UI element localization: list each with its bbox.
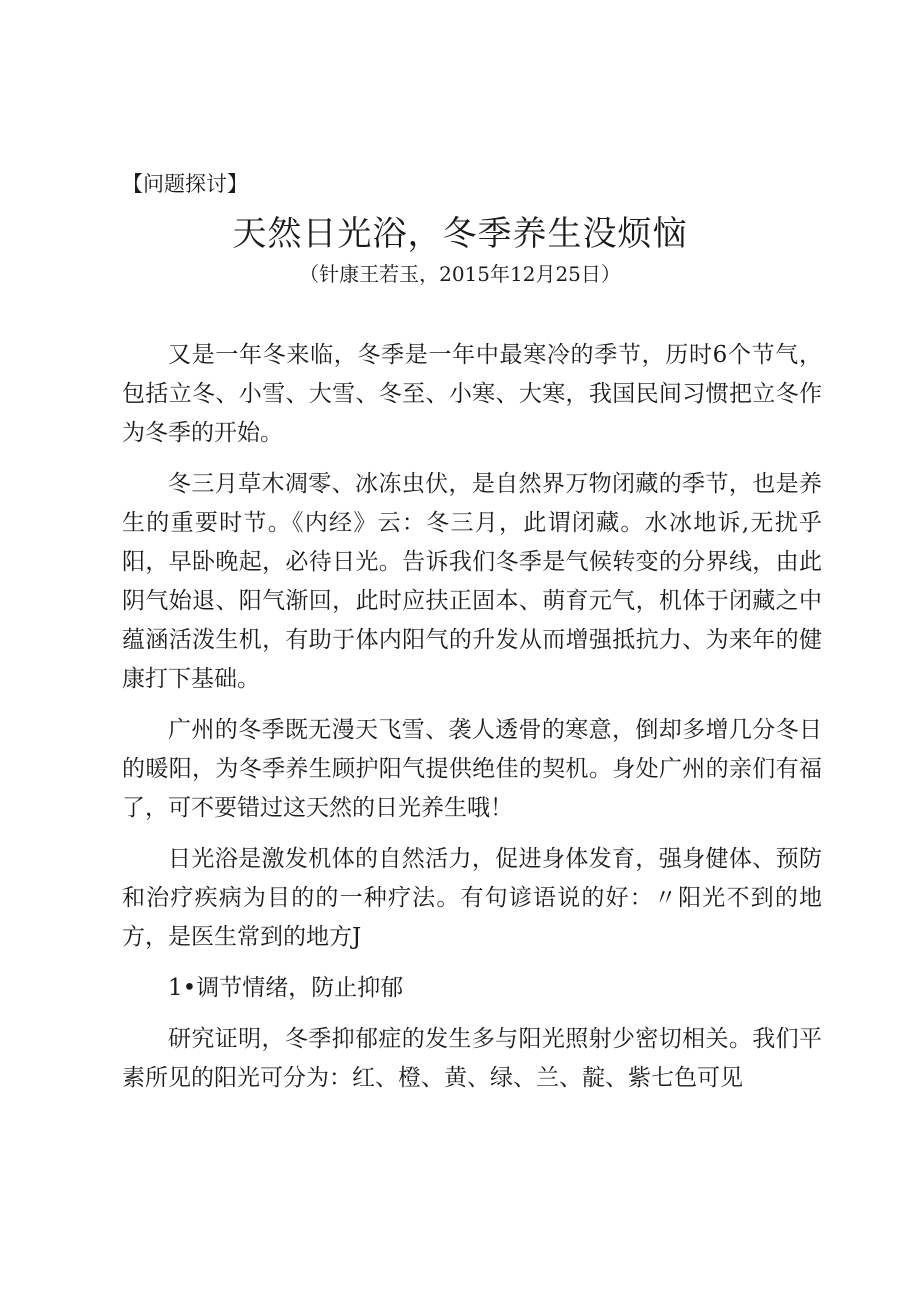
section-heading: 1•调节情绪，防止抑郁 bbox=[168, 975, 404, 1001]
paragraph-research: 研究证明，冬季抑郁症的发生多与阳光照射少密切相关。我们平素所见的阳光可分为：红、橙、黄、绿、兰、靛、紫七色可见 bbox=[122, 1026, 822, 1091]
section-tag: 【问题探讨】 bbox=[122, 172, 248, 196]
paragraph-guangzhou: 广州的冬季既无漫天飞雪、袭人透骨的寒意，倒却多增几分冬日的暖阳，为冬季养生顾护阳气提供绝佳的契机。身处广州的亲们有福了，可不要错过这天然的日光养生哦！ bbox=[122, 717, 822, 821]
article-body bbox=[122, 336, 822, 1110]
article-title: 天然日光浴，冬季养生没烦恼 bbox=[232, 214, 688, 254]
paragraph-intro: 又是一年冬来临，冬季是一年中最寒冷的季节，历时6个节气，包括立冬、小雪、大雪、冬至、小寒、大寒，我国民间习惯把立冬作为冬季的开始。 bbox=[122, 342, 822, 446]
paragraph-sunbath: 日光浴是激发机体的自然活力，促进身体发育，强身健体、预防和治疗疾病为目的的一种疗法。有句谚语说的好：〃阳光不到的地方，是医生常到的地方J bbox=[122, 846, 822, 950]
paragraph-neijing: 冬三月草木凋零、冰冻虫伏，是自然界万物闭藏的季节，也是养生的重要时节。《内经》云：冬三月，此谓闭藏。水冰地诉,无扰乎阳，早卧晚起，必待日光。告诉我们冬季是气候转变的分界线，由此阴气始退、阳气渐回，此时应扶正固本、萌育元气，机体于闭藏之中蕴涵活泼生机，有助于体内阳气的升发从而增强抵抗力、为来年的健康打下基础。 bbox=[122, 471, 822, 692]
article-byline: （针康王若玉，2015年12月25日） bbox=[299, 262, 621, 286]
